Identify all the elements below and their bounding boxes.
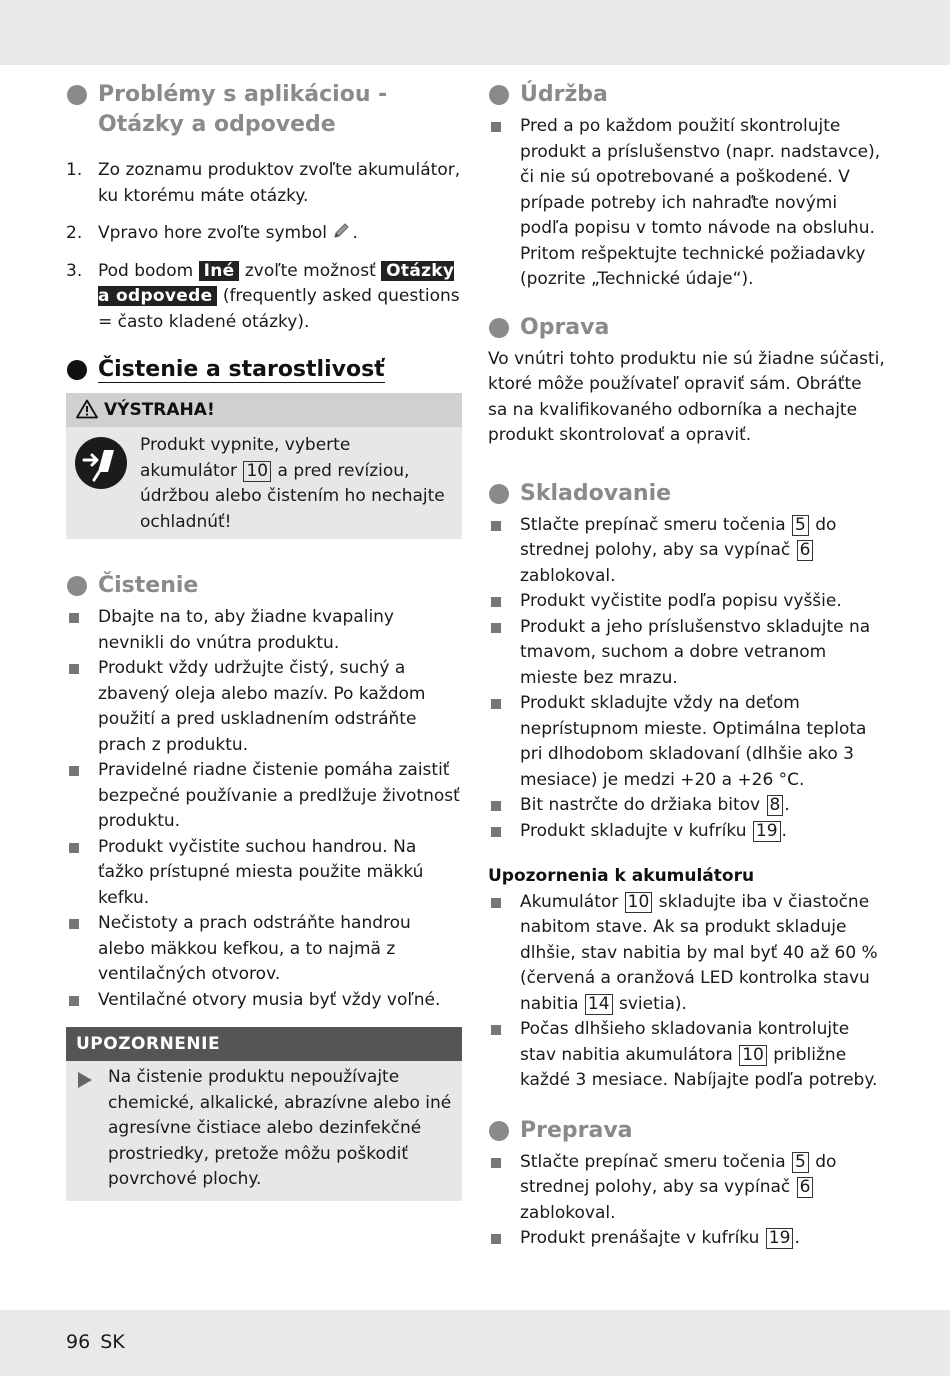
list-item: Produkt prenášajte v kufríku 19 . (488, 1226, 886, 1252)
maintenance-heading: Údržba (488, 80, 886, 110)
transport-list (488, 1150, 886, 1252)
list-item: Produkt a jeho príslušenstvo skladujte na tmavom, suchom a dobre vetranom mieste bez mrazu. (488, 615, 886, 692)
ref-number: 10 (625, 892, 653, 913)
left-column (66, 80, 462, 1201)
page-footer (66, 1330, 125, 1356)
ref-number: 5 (792, 1152, 809, 1173)
bullet-dot-icon (67, 576, 87, 596)
square-bullet-icon (69, 664, 79, 674)
warning-body (66, 427, 462, 539)
list-item: Počas dlhšieho skladovania kontrolujte stav nabitia akumulátora 10 približne každé 3 mesiace. Nabíjajte podľa potreby. (488, 1017, 886, 1094)
square-bullet-icon (491, 1158, 501, 1168)
list-item: Dbajte na to, aby žiadne kvapaliny nevnikli do vnútra produktu. (66, 605, 462, 656)
square-bullet-icon (491, 122, 501, 132)
list-item: Akumulátor 10 skladujte iba v čiastočne nabitom stave. Ak sa produkt skladuje dlhšie, stav nabitia by mal byť 40 až 60 % (červená a oranžová LED kontrolka stavu nabitia 14 svietia). (488, 890, 886, 1018)
unplug-battery-icon (74, 436, 128, 490)
ref-number: 14 (585, 994, 613, 1015)
problems-steps (66, 158, 462, 335)
arrow-right-icon (78, 1072, 92, 1088)
language-code: SK (100, 1331, 125, 1353)
warning-text: Produkt vypnite, vyberte akumulátor 10 a pred revíziou, údržbou alebo čistením ho nechajte ochladnúť! (140, 435, 445, 532)
list-item: Produkt vyčistite suchou handrou. Na ťažko prístupné miesta použite mäkkú kefku. (66, 835, 462, 912)
ref-number: 10 (243, 461, 271, 482)
bullet-dot-icon (489, 85, 509, 105)
ref-number: 6 (797, 1177, 814, 1198)
list-item: Pravidelné riadne čistenie pomáha zaistiť bezpečné používanie a predlžuje životnosť produktu. (66, 758, 462, 835)
list-item: Stlačte prepínač smeru točenia 5 do strednej polohy, aby sa vypínač 6 zablokoval. (488, 1150, 886, 1227)
repair-text: Vo vnútri tohto produktu nie sú žiadne súčasti, ktoré môže používateľ opraviť sám. Obráťte sa na kvalifikovaného odborníka a nechajte produkt skontrolovať a opraviť. (488, 348, 885, 445)
storage-heading: Skladovanie (488, 479, 886, 509)
square-bullet-icon (69, 766, 79, 776)
list-item: Produkt skladujte vždy na deťom neprístupnom mieste. Optimálna teplota pri dlhodobom skladovaní (dlhšie ako 3 mesiace) je medzi +20 a +26 °C. (488, 691, 886, 793)
list-item: 3. Pod bodom Iné zvoľte možnosť Otázky a odpovede (frequently asked questions = často kladené otázky). (66, 260, 460, 332)
ref-number: 10 (739, 1045, 767, 1066)
warning-box (66, 393, 462, 539)
square-bullet-icon (69, 843, 79, 853)
storage-list (488, 513, 886, 845)
maintenance-list (488, 114, 886, 293)
cleaning-heading: Čistenie (66, 571, 462, 601)
square-bullet-icon (491, 623, 501, 633)
square-bullet-icon (491, 699, 501, 709)
pencil-icon (332, 222, 352, 240)
square-bullet-icon (491, 898, 501, 908)
square-bullet-icon (491, 1234, 501, 1244)
repair-heading: Oprava (488, 313, 886, 343)
square-bullet-icon (491, 597, 501, 607)
battery-list (488, 890, 886, 1094)
cleaning-list (66, 605, 462, 1013)
notice-box (66, 1027, 462, 1201)
list-item: Pred a po každom použití skontrolujte produkt a príslušenstvo (napr. nadstavce), či nie sú opotrebované a poškodené. V prípade potreby ich nahraďte novými podľa popisu v tomto návode na obsluhu. Pritom rešpektujte technické požiadavky (pozrite „Technické údaje“). (488, 114, 886, 293)
ref-number: 19 (753, 821, 781, 842)
bullet-dot-icon (67, 360, 87, 380)
ref-number: 8 (767, 795, 784, 816)
ref-number: 19 (766, 1228, 794, 1249)
bullet-dot-icon (67, 85, 87, 105)
square-bullet-icon (491, 1025, 501, 1035)
menu-label-faq: Otázky a odpovede (98, 260, 455, 306)
notice-header: UPOZORNENIE (66, 1027, 462, 1061)
square-bullet-icon (491, 827, 501, 837)
list-item: Produkt vyčistite podľa popisu vyššie. (488, 589, 886, 615)
warning-triangle-icon (76, 399, 98, 419)
ref-number: 5 (792, 515, 809, 536)
menu-label-ine: Iné (199, 261, 240, 281)
bullet-dot-icon (489, 484, 509, 504)
top-band (0, 0, 950, 65)
transport-heading: Preprava (488, 1116, 886, 1146)
list-item: Produkt skladujte v kufríku 19 . (488, 819, 886, 845)
battery-subheading: Upozornenia k akumulátoru (488, 866, 755, 886)
square-bullet-icon (69, 996, 79, 1006)
bottom-band (0, 1310, 950, 1376)
square-bullet-icon (69, 919, 79, 929)
square-bullet-icon (491, 521, 501, 531)
square-bullet-icon (69, 613, 79, 623)
right-column (488, 80, 886, 1252)
list-item: Nečistoty a prach odstráňte handrou alebo mäkkou kefkou, a to najmä z ventilačných otvorov. (66, 911, 462, 988)
warning-header: VÝSTRAHA! (66, 393, 462, 427)
list-item: Ventilačné otvory musia byť vždy voľné. (66, 988, 462, 1014)
page-number: 96 (66, 1331, 91, 1353)
problems-heading: Problémy s aplikáciou - Otázky a odpovede (66, 80, 462, 140)
notice-body: Na čistenie produktu nepoužívajte chemické, alkalické, abrazívne alebo iné agresívne čistiace alebo dezinfekčné prostriedky, pretože môžu poškodiť povrchové plochy. (66, 1061, 462, 1201)
list-item: Bit nastrčte do držiaka bitov 8 . (488, 793, 886, 819)
bullet-dot-icon (489, 1121, 509, 1141)
care-heading: Čistenie a starostlivosť (66, 355, 462, 385)
ref-number: 6 (797, 540, 814, 561)
list-item: Produkt vždy udržujte čistý, suchý a zbavený oleja alebo mazív. Po každom použití a pred uskladnením odstráňte prach z produktu. (66, 656, 462, 758)
square-bullet-icon (491, 801, 501, 811)
list-item: 1. Zo zoznamu produktov zvoľte akumulátor, ku ktorému máte otázky. (66, 160, 461, 206)
bullet-dot-icon (489, 318, 509, 338)
list-item: 2. Vpravo hore zvoľte symbol . (66, 223, 358, 243)
list-item: Stlačte prepínač smeru točenia 5 do strednej polohy, aby sa vypínač 6 zablokoval. (488, 513, 886, 590)
